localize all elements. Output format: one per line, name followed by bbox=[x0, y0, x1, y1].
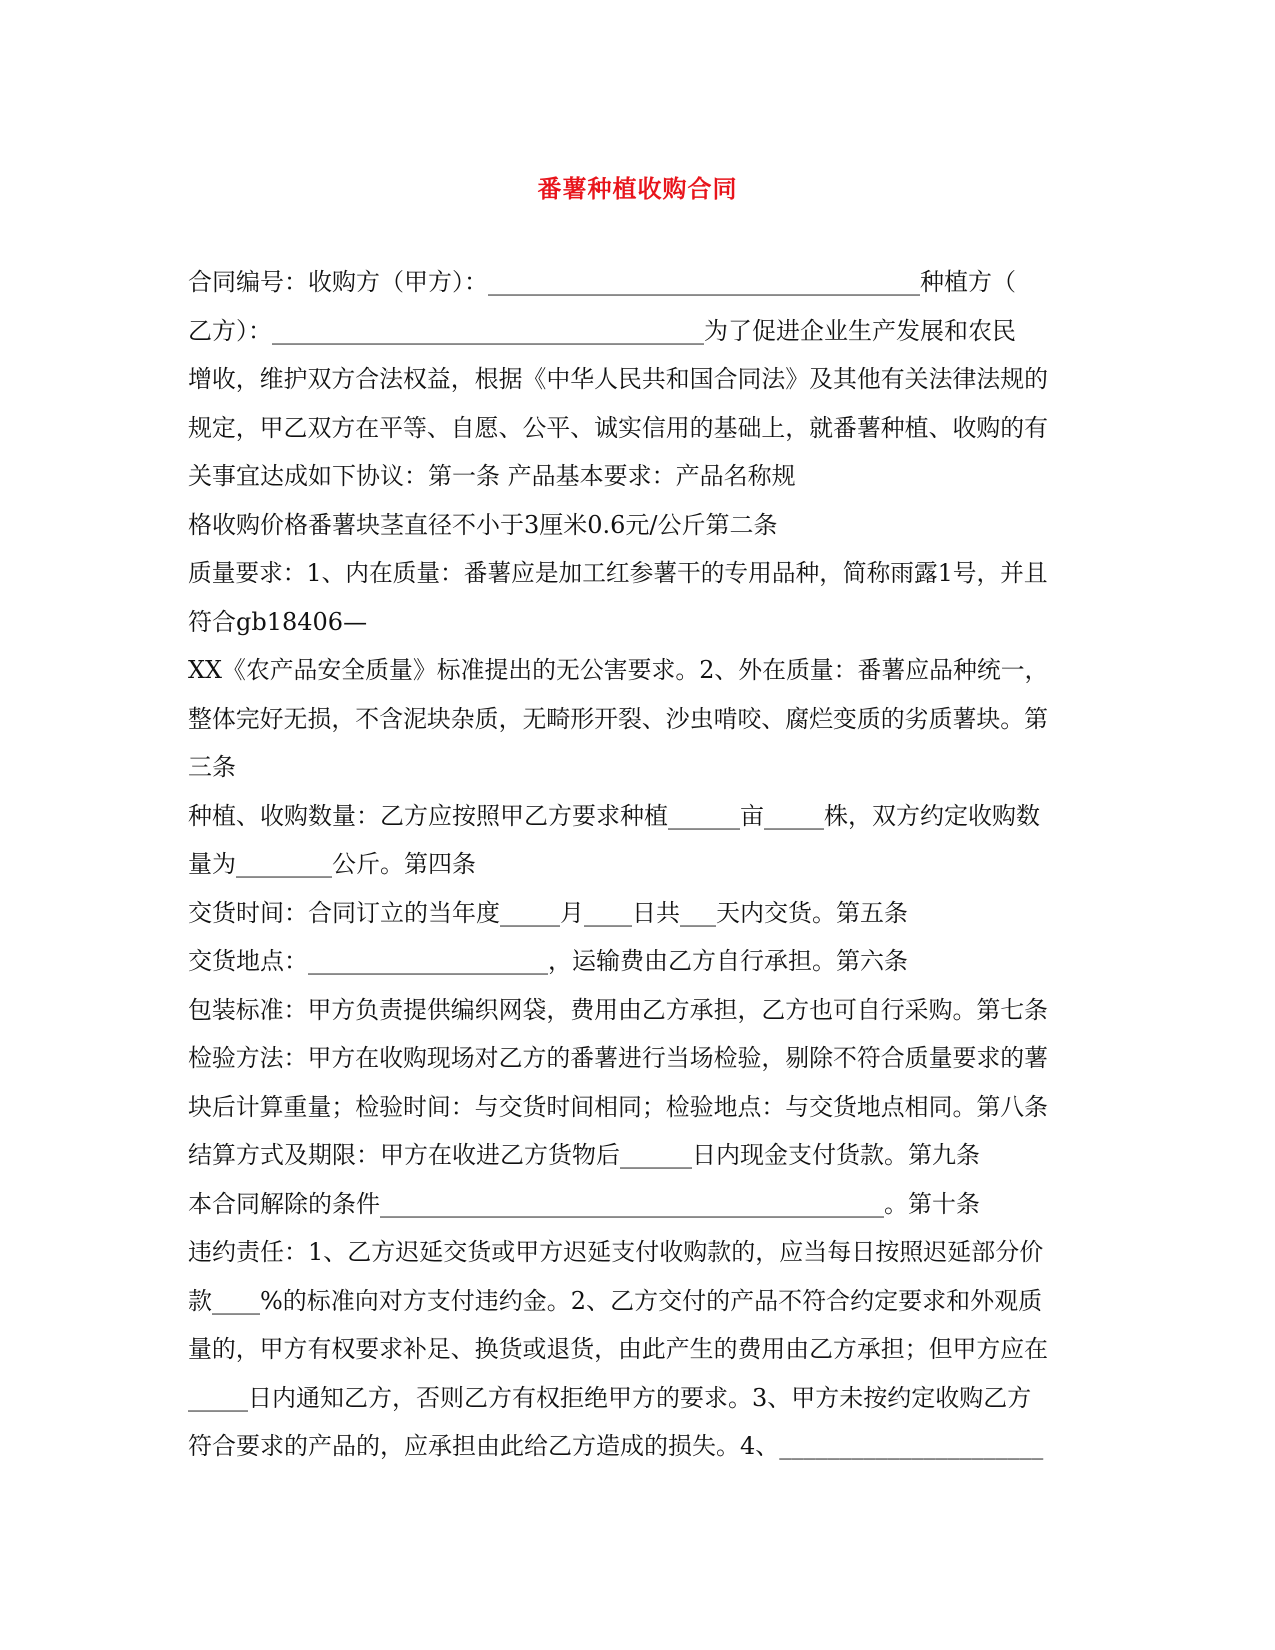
document-line: 三条 bbox=[188, 753, 236, 781]
document-line: 交货地点：____________________，运输费由乙方自行承担。第六条 bbox=[188, 947, 908, 975]
document-line: 质量要求：1、内在质量：番薯应是加工红参薯干的专用品种，简称雨露1号，并且 bbox=[188, 559, 1048, 587]
document-line: 交货时间：合同订立的当年度_____月____日共___天内交货。第五条 bbox=[188, 898, 908, 927]
document-line: 符合要求的产品的，应承担由此给乙方造成的损失。4、______________________ bbox=[188, 1432, 1044, 1460]
document-line: 乙方）：____________________________________为了促进企业生产发展和农民 bbox=[188, 316, 1016, 345]
document-line: XX《农产品安全质量》标准提出的无公害要求。2、外在质量：番薯应品种统一， bbox=[188, 656, 1049, 684]
document-line: 包装标准：甲方负责提供编织网袋，费用由乙方承担，乙方也可自行采购。第七条 bbox=[188, 995, 1049, 1024]
document-line: 量的，甲方有权要求补足、换货或退货，由此产生的费用由乙方承担；但甲方应在 bbox=[188, 1335, 1049, 1363]
document-line: 格收购价格番薯块茎直径不小于3厘米0.6元/公斤第二条 bbox=[188, 510, 778, 539]
document-line: _____日内通知乙方，否则乙方有权拒绝甲方的要求。3、甲方未按约定收购乙方 bbox=[188, 1383, 1032, 1412]
document-line: 款____%的标准向对方支付违约金。2、乙方交付的产品不符合约定要求和外观质 bbox=[188, 1286, 1043, 1315]
document-line: 违约责任：1、乙方迟延交货或甲方迟延支付收购款的，应当每日按照迟延部分价 bbox=[188, 1238, 1044, 1266]
document-body bbox=[188, 258, 1088, 1471]
document-line: 结算方式及期限：甲方在收进乙方货物后______日内现金支付货款。第九条 bbox=[188, 1141, 980, 1169]
document-line: 种植、收购数量：乙方应按照甲乙方要求种植______亩_____株，双方约定收购数 bbox=[188, 801, 1040, 830]
document-line: 量为________公斤。第四条 bbox=[188, 850, 476, 878]
document-line: 本合同解除的条件__________________________________________。第十条 bbox=[188, 1189, 980, 1218]
document-line: 增收，维护双方合法权益，根据《中华人民共和国合同法》及其他有关法律法规的 bbox=[188, 365, 1049, 393]
document-line: 合同编号：收购方（甲方）：____________________________________种植方（ bbox=[188, 268, 1016, 296]
document-line: 关事宜达成如下协议：第一条 产品基本要求：产品名称规 bbox=[188, 462, 796, 490]
document-title: 番薯种植收购合同 bbox=[537, 174, 738, 203]
document-line: 块后计算重量；检验时间：与交货时间相同；检验地点：与交货地点相同。第八条 bbox=[188, 1092, 1049, 1121]
document-line: 符合gb18406— bbox=[188, 607, 368, 636]
document-line: 检验方法：甲方在收购现场对乙方的番薯进行当场检验，剔除不符合质量要求的薯 bbox=[188, 1044, 1049, 1072]
document-line: 规定，甲乙双方在平等、自愿、公平、诚实信用的基础上，就番薯种植、收购的有 bbox=[188, 413, 1049, 442]
document-line: 整体完好无损，不含泥块杂质，无畸形开裂、沙虫啃咬、腐烂变质的劣质薯块。第 bbox=[188, 704, 1049, 733]
